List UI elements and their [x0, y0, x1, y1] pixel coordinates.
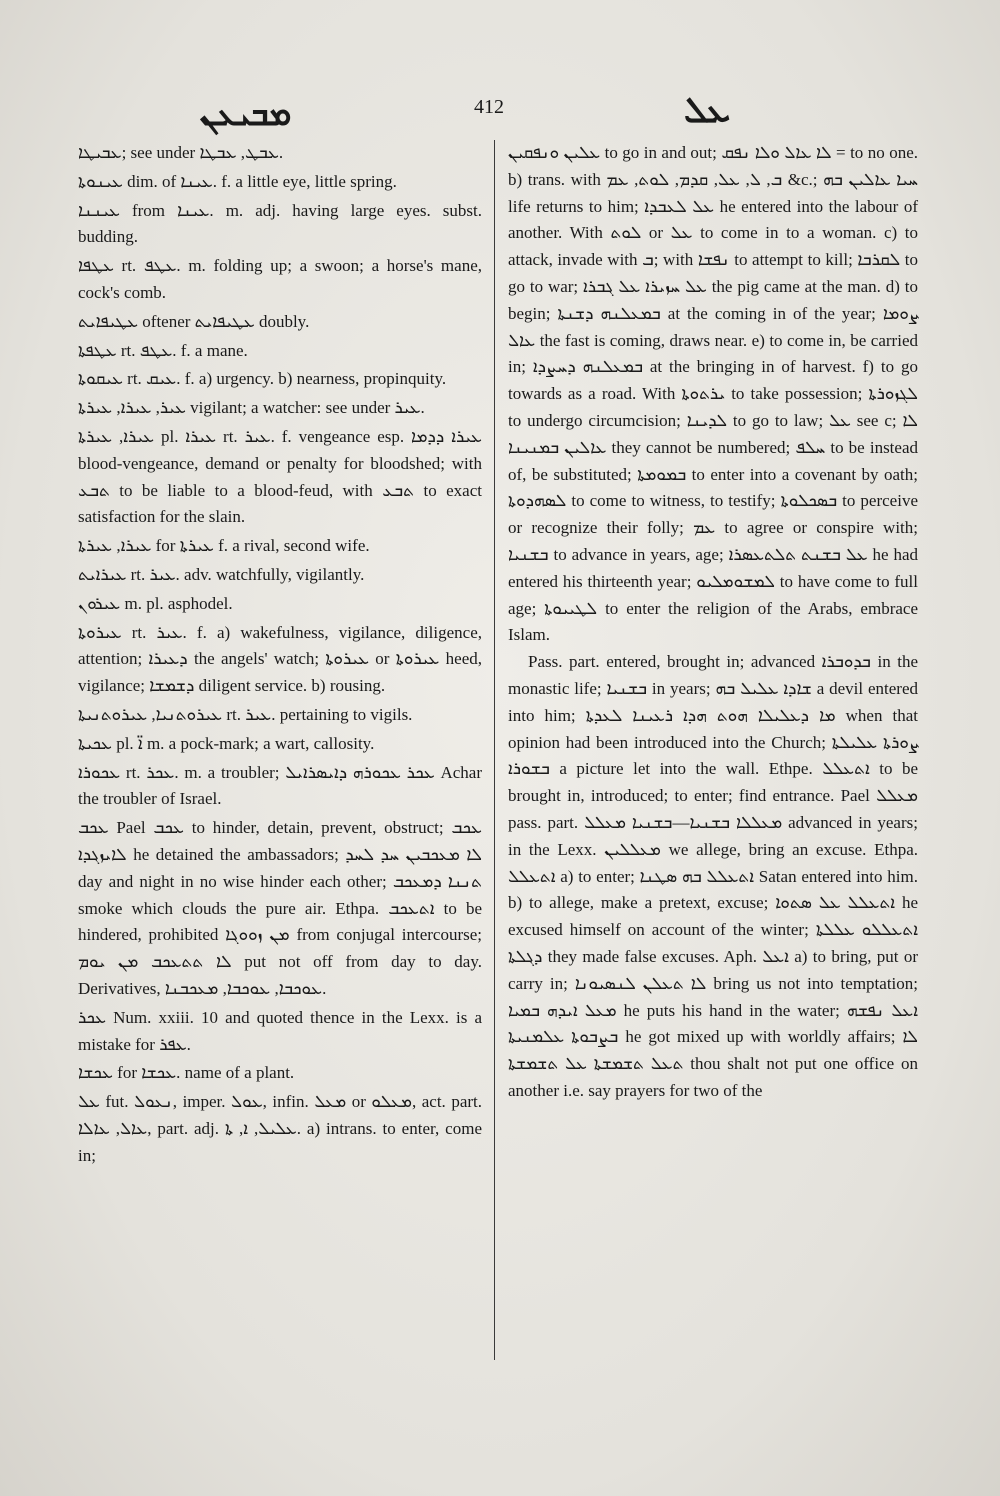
entry: ܥܠ fut. ܢܥܘܠ, imper. ܥܘܠ, infin. ܡܥܠ or ܡܥܠܘ, act. part. ܥܐܠ, ܥܐܠܐ, part. adj. ܥܠܝܠ, ܐ, ܬܐ. a) intrans. to enter, come in;	[78, 1092, 482, 1165]
running-head	[0, 90, 1000, 134]
entry: ܥܝܩܘܬܐ rt. ܥܝܩ. f. a) urgency. b) nearness, propinquity.	[78, 369, 447, 389]
entry: ܥܝܪܐ, ܥܝܪܬܐ for ܥܝܪܬܐ f. a rival, second wife.	[78, 536, 370, 556]
entry: ܥܛܦܬܐ rt. ܥܛܦ. f. a mane.	[78, 340, 248, 360]
right-headword: ܥܠ	[684, 90, 731, 131]
entry: ܥܝܢܢܐ from ܥܝܢܐ. m. adj. having large eyes. subst. budding.	[78, 200, 483, 247]
page-number: 412	[474, 96, 504, 118]
entry: ܥܟܝܬܐ pl. ܐ̈ m. a pock-mark; a wart, callosity.	[78, 733, 375, 753]
entry: ܥܟܘܪܐ rt. ܥܟܪ. m. a troubler; ܥܟܪ ܥܟܘܪܗ ܕܐܝܣܪܐܝܠ Achar the troubler of Israel.	[78, 762, 483, 809]
entry: ܥܝܪܐ, ܥܝܪܬܐ pl. ܥܝܪܐ rt. ܥܝܪ. f. vengeance esp. ܥܝܪܐ ܕܕܡܐ blood-vengeance, demand or penalty for bloodshed; with ܬܒܥ to be liable to a blood-feud, with ܬܒܥ to exact satisfaction for the slain.	[78, 426, 482, 527]
left-column	[78, 140, 482, 1171]
right-column	[508, 140, 918, 1105]
entry: ܥܒܝܛܐ; see under ܥܒܛ, ܥܒܛܐ.	[78, 143, 284, 162]
entry: ܥܝܪ, ܥܝܪܐ, ܥܝܪܬܐ vigilant; a watcher: see under ܥܝܪ.	[78, 398, 425, 418]
column-rule	[494, 140, 495, 1360]
entry: ܥܛܝܦܐܝܬ oftener ܥܛܝܦܐܝܬ doubly.	[78, 311, 310, 331]
entry: ܥܝܪܐܝܬ rt. ܥܝܪ. adv. watchfully, vigilantly.	[78, 564, 365, 584]
entry: ܥܝܪܘܬܢܝܐ, ܥܝܪܘܬܢܝܬܐ rt. ܥܝܪ. pertaining to vigils.	[78, 704, 413, 724]
entry: ܥܛܦܐ rt. ܥܛܦ. m. folding up; a swoon; a horse's mane, cock's comb.	[78, 256, 482, 302]
paragraph: ܥܠܝܢ ܘܢܦܩܝܢ to go in and out; ܠܐ ܥܐܠ ܘܠܐ ܢܦܩ = to no one. b) trans. with ܒ, ܠ, ܥܠ, ܩܕܡ, ܠܘܬ, ܥܡ &c.; ܚܝܐ ܥܐܠܝܢ ܒܗ life returns to him; ܥܠ ܠܥܒܕܐ he entered into the labour of another. With ܠܘܬ or ܥܠ to come in to a woman. c) to attack, invade with ܒ; with ܢܦܫܐ to attempt to kill; ܠܩܪܒܐ to go to war; ܥܠ ܚܙܝܪܐ ܥܠ ܓܒܪܐ the pig came at the man. d) to begin; ܒܡܥܠܢܗ ܕܫܢܬܐ at the coming in of the year; ܨܘܡܐ ܥܐܠ the fast is coming, draws near. e) to come in, be carried in; ܒܡܥܠܢܗ ܕܚܨܕܐ at the bringing in of harvest. f) to go towards as a road. With ܝܪܬܘܬܐ to take possession; ܠܓܙܘܪܬܐ to undergo circumcision; ܠܕܝܢܐ to go to law; ܥܠ see c; ܠܐ ܥܐܠܝܢ ܒܡܢܝܢܐ they cannot be numbered; ܚܠܦ to be instead of, be substituted; ܒܡܘܡܬܐ to enter into a covenant by oath; ܠܣܗܕܘܬܐ to come to witness, to testify; ܒܣܟܠܘܬܐ to perceive or recognize their folly; ܥܡ to agree or conspire with; ܒܫܢܝܐ to advance in years, age; ܥܠ ܒܫܢܬ ܬܠܬܥܣܪܐ he had entered his thirteenth year; ܠܡܫܘܡܠܝܘ to have come to full age; ܠܛܝܝܘܬܐ to enter the religion of the Arabs, embrace Islam.	[508, 143, 919, 645]
entry: ܥܝܪܘܢ m. pl. asphodel.	[78, 593, 233, 613]
entry: ܥܝܢܘܬܐ dim. of ܥܝܢܐ. f. a little eye, little spring.	[78, 171, 397, 191]
left-headword: ܡܒܝܥܢ	[200, 94, 292, 134]
entry: ܥܟܒ Pael ܥܟܒ to hinder, detain, prevent, obstruct; ܥܟܒ ܠܐܝܙܓܕܐ he detained the ambassadors; ܠܐ ܡܥܟܒܝܢ ܚܕ ܠܚܕ day and night in no wise hinder each other; ܬܢܢܐ ܕܡܥܟܒ smoke which clouds the pure air. Ethpa. ܐܬܥܟܒ to be hindered, prohibited ܡܢ ܙܘܘܓܐ from conjugal intercourse; ܠܐ ܬܬܥܟܒ ܡܢ ܝܘܡ put not off from day to day. Derivatives, ܥܘܟܒܐ, ܥܘܟܒܐ, ܡܥܟܒܢܐ.	[78, 818, 483, 998]
entry: ܥܟܫܐ for ܥܟܫܐ. name of a plant.	[78, 1063, 295, 1083]
paragraph: Pass. part. entered, brought in; advanced ܒܕܘܒܪܐ in the monastic life; ܒܫܢܝܐ in years; ܫܐܕܐ ܥܠܝܠ ܒܗ a devil entered into him; ܡܐ ܕܥܠܝܠܐ ܗܘܬ ܗܕܐ ܪܥܝܢܐ ܠܥܕܬܐ when that opinion had been introduced into the Church; ܨܘܪܬܐ ܥܠܝܠܬܐ ܒܫܘܪܐ a picture let into the wall. Ethpe. ܐܬܥܠܠ to be brought in, introduced; to enter; find entrance. Pael ܡܥܠܠ pass. part. ܡܥܠܠܐ ܒܫܢܝܐ—ܒܫܢܝܐ ܡܥܠܠ advanced in years; in the Lexx. ܡܥܠܠܝܢ we allege, bring an excuse. Ethpa. ܐܬܥܠܠ a) to enter; ܐܬܥܠܠ ܒܗ ܣܛܢܐ Satan entered into him. b) to allege, make a pretext, excuse; ܐܬܥܠܠ ܥܠ ܣܬܘܐ he excused himself on account of the winter; ܐܬܥܠܠܘ ܥܠܠܬܐ ܕܓܠܬܐ they made false excuses. Aph. ܐܥܠ a) to bring, put or carry in; ܠܐ ܬܥܠܢ ܠܢܣܝܘܢܐ bring us not into temptation; ܡܥܠ ܐܝܕܗ ܒܡܝܐ he puts his hand in the water; ܐܥܠ ܢܦܫܗ ܒܨܒܘܬܐ ܥܠܡܢܝܬܐ he got mixed up with worldly affairs; ܠܐ ܬܥܠ ܬܫܡܫܬܐ ܥܠ ܬܫܡܫܬܐ thou shalt not put one office on another i.e. say prayers for two of the	[508, 652, 919, 1100]
entry: ܥܝܪܘܬܐ rt. ܥܝܪ. f. a) wakefulness, vigilance, diligence, attention; ܕܥܝܪܐ the angels' watch; ܥܝܪܘܬܐ or ܥܝܪܘܬܐ heed, vigilance; ܕܫܡܫܐ diligent service. b) rousing.	[78, 622, 483, 696]
entry: ܥܟܪ Num. xxiii. 10 and quoted thence in the Lexx. is a mistake for ܥܦܪ.	[78, 1007, 482, 1054]
